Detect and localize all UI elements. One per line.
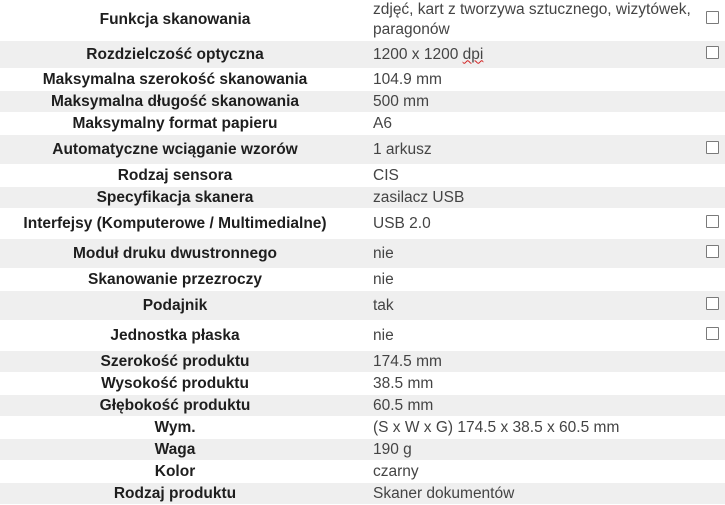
spec-row-product-type	[0, 483, 725, 505]
spec-row-optical-resolution	[0, 41, 725, 69]
spec-value: 1 arkusz	[350, 135, 705, 165]
spec-value: 60.5 mm	[350, 395, 705, 417]
spec-row-color	[0, 461, 725, 483]
spec-value-line: paragonów	[373, 21, 450, 38]
spec-value-text: 1200 x 1200	[373, 45, 463, 63]
spec-row-flatbed	[0, 321, 725, 351]
spec-value: 190 g	[350, 439, 705, 461]
spec-value: 174.5 mm	[350, 351, 705, 373]
spec-value: (S x W x G) 174.5 x 38.5 x 60.5 mm	[350, 417, 705, 439]
spec-label: Kolor	[0, 461, 350, 483]
spec-label: Podajnik	[0, 291, 350, 321]
spec-label: Szerokość produktu	[0, 351, 350, 373]
compare-checkbox[interactable]	[706, 141, 719, 154]
spec-label: Waga	[0, 439, 350, 461]
spec-row-max-paper-format	[0, 113, 725, 135]
spec-row-product-depth	[0, 395, 725, 417]
spec-row-sensor-type	[0, 165, 725, 187]
spec-label: Rodzaj sensora	[0, 165, 350, 187]
spec-label: Rodzaj produktu	[0, 483, 350, 505]
spec-label: Automatyczne wciąganie wzorów	[0, 135, 350, 165]
spec-label: Rozdzielczość optyczna	[0, 41, 350, 69]
spec-label: Interfejsy (Komputerowe / Multimedialne)	[0, 209, 350, 239]
spec-value	[350, 41, 705, 69]
spec-label: Głębokość produktu	[0, 395, 350, 417]
spec-label: Wym.	[0, 417, 350, 439]
spec-value: 500 mm	[350, 91, 705, 113]
compare-checkbox[interactable]	[706, 297, 719, 310]
spec-row-max-scan-length	[0, 91, 725, 113]
compare-checkbox[interactable]	[706, 11, 719, 24]
spec-value: CIS	[350, 165, 705, 187]
spec-value: nie	[350, 269, 705, 291]
spellcheck-flagged-word: dpi	[462, 45, 484, 63]
compare-checkbox[interactable]	[706, 245, 719, 258]
spec-row-duplex-module	[0, 239, 725, 269]
spec-value: 38.5 mm	[350, 373, 705, 395]
spec-row-auto-feed	[0, 135, 725, 165]
spec-value: A6	[350, 113, 705, 135]
spec-value	[350, 0, 705, 41]
compare-checkbox[interactable]	[706, 215, 719, 228]
compare-checkbox[interactable]	[706, 327, 719, 340]
spec-value: tak	[350, 291, 705, 321]
spec-row-feeder	[0, 291, 725, 321]
spec-row-product-height	[0, 373, 725, 395]
spec-label: Funkcja skanowania	[0, 0, 350, 41]
spec-value: USB 2.0	[350, 209, 705, 239]
spec-label: Maksymalna szerokość skanowania	[0, 69, 350, 91]
spec-row-max-scan-width	[0, 69, 725, 91]
spec-label: Maksymalny format papieru	[0, 113, 350, 135]
spec-label: Moduł druku dwustronnego	[0, 239, 350, 269]
spec-row-scan-function	[0, 0, 725, 41]
spec-row-product-width	[0, 351, 725, 373]
spec-label: Jednostka płaska	[0, 321, 350, 351]
spec-label: Skanowanie przezroczy	[0, 269, 350, 291]
spec-value: czarny	[350, 461, 705, 483]
spec-value: nie	[350, 321, 705, 351]
compare-checkbox[interactable]	[706, 46, 719, 59]
spec-value-line: zdjęć, kart z tworzywa sztucznego, wizytówek,	[373, 1, 691, 18]
spec-value: Skaner dokumentów	[350, 483, 705, 505]
spec-label: Wysokość produktu	[0, 373, 350, 395]
spec-value: zasilacz USB	[350, 187, 705, 209]
spec-row-scanner-spec	[0, 187, 725, 209]
spec-row-dimensions	[0, 417, 725, 439]
spec-label: Maksymalna długość skanowania	[0, 91, 350, 113]
spec-row-interfaces	[0, 209, 725, 239]
spec-value: nie	[350, 239, 705, 269]
spec-row-slide-scanning	[0, 269, 725, 291]
spec-label: Specyfikacja skanera	[0, 187, 350, 209]
spec-row-weight	[0, 439, 725, 461]
spec-value: 104.9 mm	[350, 69, 705, 91]
